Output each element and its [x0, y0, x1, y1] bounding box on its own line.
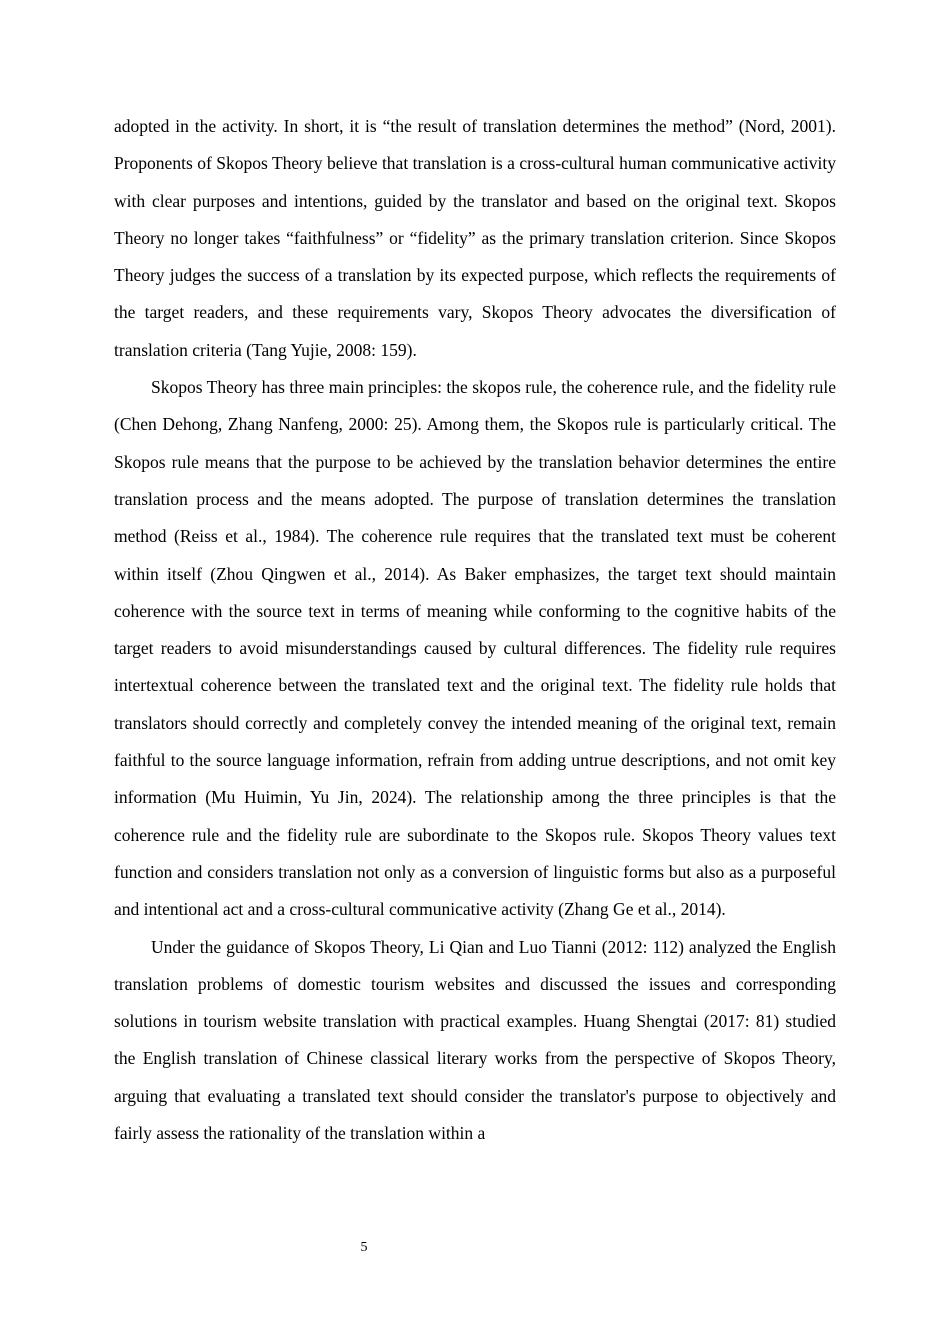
paragraph-3: Under the guidance of Skopos Theory, Li Qian and Luo Tianni (2012: 112) analyzed the English translation problems of domestic tourism websites and discussed the issues and corresponding solutions in tourism website translation with practical examples. Huang Shengtai (2017: 81) studied the English translation of Chinese classical literary works from the perspective of Skopos Theory, arguing that evaluating a translated text should consider the translator's purpose to objectively and fairly assess the rationality of the translation within a	[114, 936, 836, 1144]
page-number: 5	[360, 1240, 368, 1255]
paragraph-1: adopted in the activity. In short, it is “the result of translation determines the method” (Nord, 2001). Proponents of Skopos Theory believe that translation is a cross-cultural human communicative activity with clear purposes and intentions, guided by the translator and based on the original text. Skopos Theory no longer takes “faithfulness” or “fidelity” as the primary translation criterion. Since Skopos Theory judges the success of a translation by its expected purpose, which reflects the requirements of the target readers, and these requirements vary, Skopos Theory advocates the diversification of translation criteria (Tang Yujie, 2008: 159).	[114, 116, 836, 360]
paragraph-2: Skopos Theory has three main principles: the skopos rule, the coherence rule, and the fidelity rule (Chen Dehong, Zhang Nanfeng, 2000: 25). Among them, the Skopos rule is particularly critical. The Skopos rule means that the purpose to be achieved by the translation behavior determines the entire translation process and the means adopted. The purpose of translation determines the translation method (Reiss et al., 1984). The coherence rule requires that the translated text must be coherent within itself (Zhou Qingwen et al., 2014). As Baker emphasizes, the target text should maintain coherence with the source text in terms of meaning while conforming to the cognitive habits of the target readers to avoid misunderstandings caused by cultural differences. The fidelity rule requires intertextual coherence between the translated text and the original text. The fidelity rule holds that translators should correctly and completely convey the intended meaning of the original text, remain faithful to the source language information, refrain from adding untrue descriptions, and not omit key information (Mu Huimin, Yu Jin, 2024). The relationship among the three principles is that the coherence rule and the fidelity rule are subordinate to the Skopos rule. Skopos Theory values text function and considers translation not only as a conversion of linguistic forms but also as a purposeful and intentional act and a cross-cultural communicative activity (Zhang Ge et al., 2014).	[114, 377, 836, 920]
body-text	[114, 108, 836, 1152]
